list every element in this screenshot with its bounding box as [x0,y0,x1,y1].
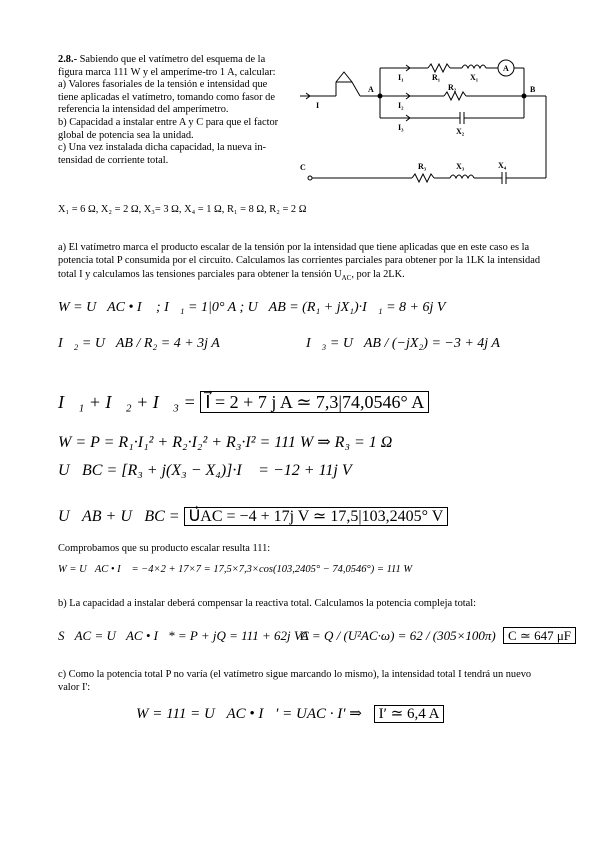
circuit-diagram [294,52,554,202]
item-c: c) Una vez instalada dicha capacidad, la nueva in-tensidad de corriente total. [58,142,266,166]
equation-9-expr: C = Q / (U²AC·ω) = 62 / (305×100π) [300,628,496,643]
label-X4: X₄ [498,161,507,170]
equation-7: W = U⃗AC • I⃗ = −4×2 + 17×7 = 17,5×7,3×cos(103,2405° − 74,0546°) = 111 W [58,564,413,575]
equation-8: S⃗AC = U⃗AC • I⃗* = P + jQ = 111 + 62j VA [58,628,309,643]
equation-9 [300,628,576,644]
label-X1: X₁ [470,73,479,82]
label-ammeter: A [503,64,509,73]
problem-number: 2.8.- [58,54,78,65]
item-b: b) Capacidad a instalar entre A y C para que el factor global de potencia sea la unidad. [58,116,279,141]
equation-4: W = P = R₁·I₁² + R₂·I₂² + R₃·I² = 111 W ⇒ R₃ = 1 Ω [58,434,393,451]
capacitance-result: C ≃ 647 μF [503,627,576,644]
section-a-text: a) El vatímetro marca el producto escalar de la tensión por la intensidad que tiene aplicadas que en este caso es la potencia total P consumida por el circuito. Calculamos las corrientes parciales para obtener por la 1LK la intensidad total I y calculamos las tensiones parciales para obtener la tensión $U_{AC}$, por la 2LK. [58,242,541,282]
label-C-node: C [300,163,306,172]
section-b-text: b) La capacidad a instalar deberá compensar la reactiva total. Calculamos la potencia compleja total: [58,598,477,609]
label-I2: I₂ [398,101,404,110]
item-a: a) Valores fasoriales de la tensión e intensidad que tiene aplicadas el vatímetro, tomando como fasor de referencia la intensidad del amperímetro. [58,79,275,116]
label-X3: X₃ [456,162,465,171]
label-R3: R₃ [418,162,427,171]
equation-5: U⃗BC = [R₃ + j(X₃ − X₄)]·I⃗ = −12 + 11j V [58,462,352,479]
label-I3: I₃ [398,123,404,132]
total-current-result: I⃗ = 2 + 7 j A ≃ 7,3|74,0546° A [200,391,429,413]
equation-2b: I⃗₃ = U⃗AB / (−jX₂) = −3 + 4j A [306,336,500,351]
label-A-node: A [368,85,374,94]
equation-6-lhs: U⃗AB + U⃗BC = [58,508,180,525]
equation-3-lhs: I⃗₁ + I⃗₂ + I⃗₃ = [58,392,196,412]
label-I1: I₁ [398,73,404,82]
equation-2a: I⃗₂ = U⃗AB / R₂ = 4 + 3j A [58,336,220,351]
label-B-node: B [530,85,536,94]
problem-data: X₁ = 6 Ω, X₂ = 2 Ω, X₃= 3 Ω, X₄ = 1 Ω, R₁ = 8 Ω, R₂ = 2 Ω [58,204,307,215]
check-text: Comprobamos que su producto escalar resulta 111: [58,543,271,554]
equation-10 [136,704,444,723]
label-R2: R₂ [448,83,457,92]
statement-text: Sabiendo que el vatímetro del esquema de la figura marca 111 W y el amperíme-tro 1 A, calcular: [58,54,276,78]
equation-10-expr: W = 111 = U⃗AC • I⃗′ = UAC · I′ ⇒ [136,706,362,722]
label-R1: R₁ [432,73,441,82]
problem-statement [58,54,286,167]
equation-1: W = U⃗AC • I⃗ ; I⃗₁ = 1|0° A ; U⃗AB = (R₁ + jX₁)·I⃗₁ = 8 + 6j V [58,300,446,315]
section-c-text: c) Como la potencia total P no varía (el vatímetro sigue marcando lo mismo), la intensidad total I tendrá un nuevo valor I': [58,669,532,694]
label-X2: X₂ [456,127,465,136]
equation-6 [58,506,448,526]
new-current-result: I′ ≃ 6,4 A [374,705,445,723]
equation-3 [58,392,429,413]
voltage-ac-result: U⃗AC = −4 + 17j V ≃ 17,5|103,2405° V [184,507,449,526]
label-I: I [316,101,320,110]
